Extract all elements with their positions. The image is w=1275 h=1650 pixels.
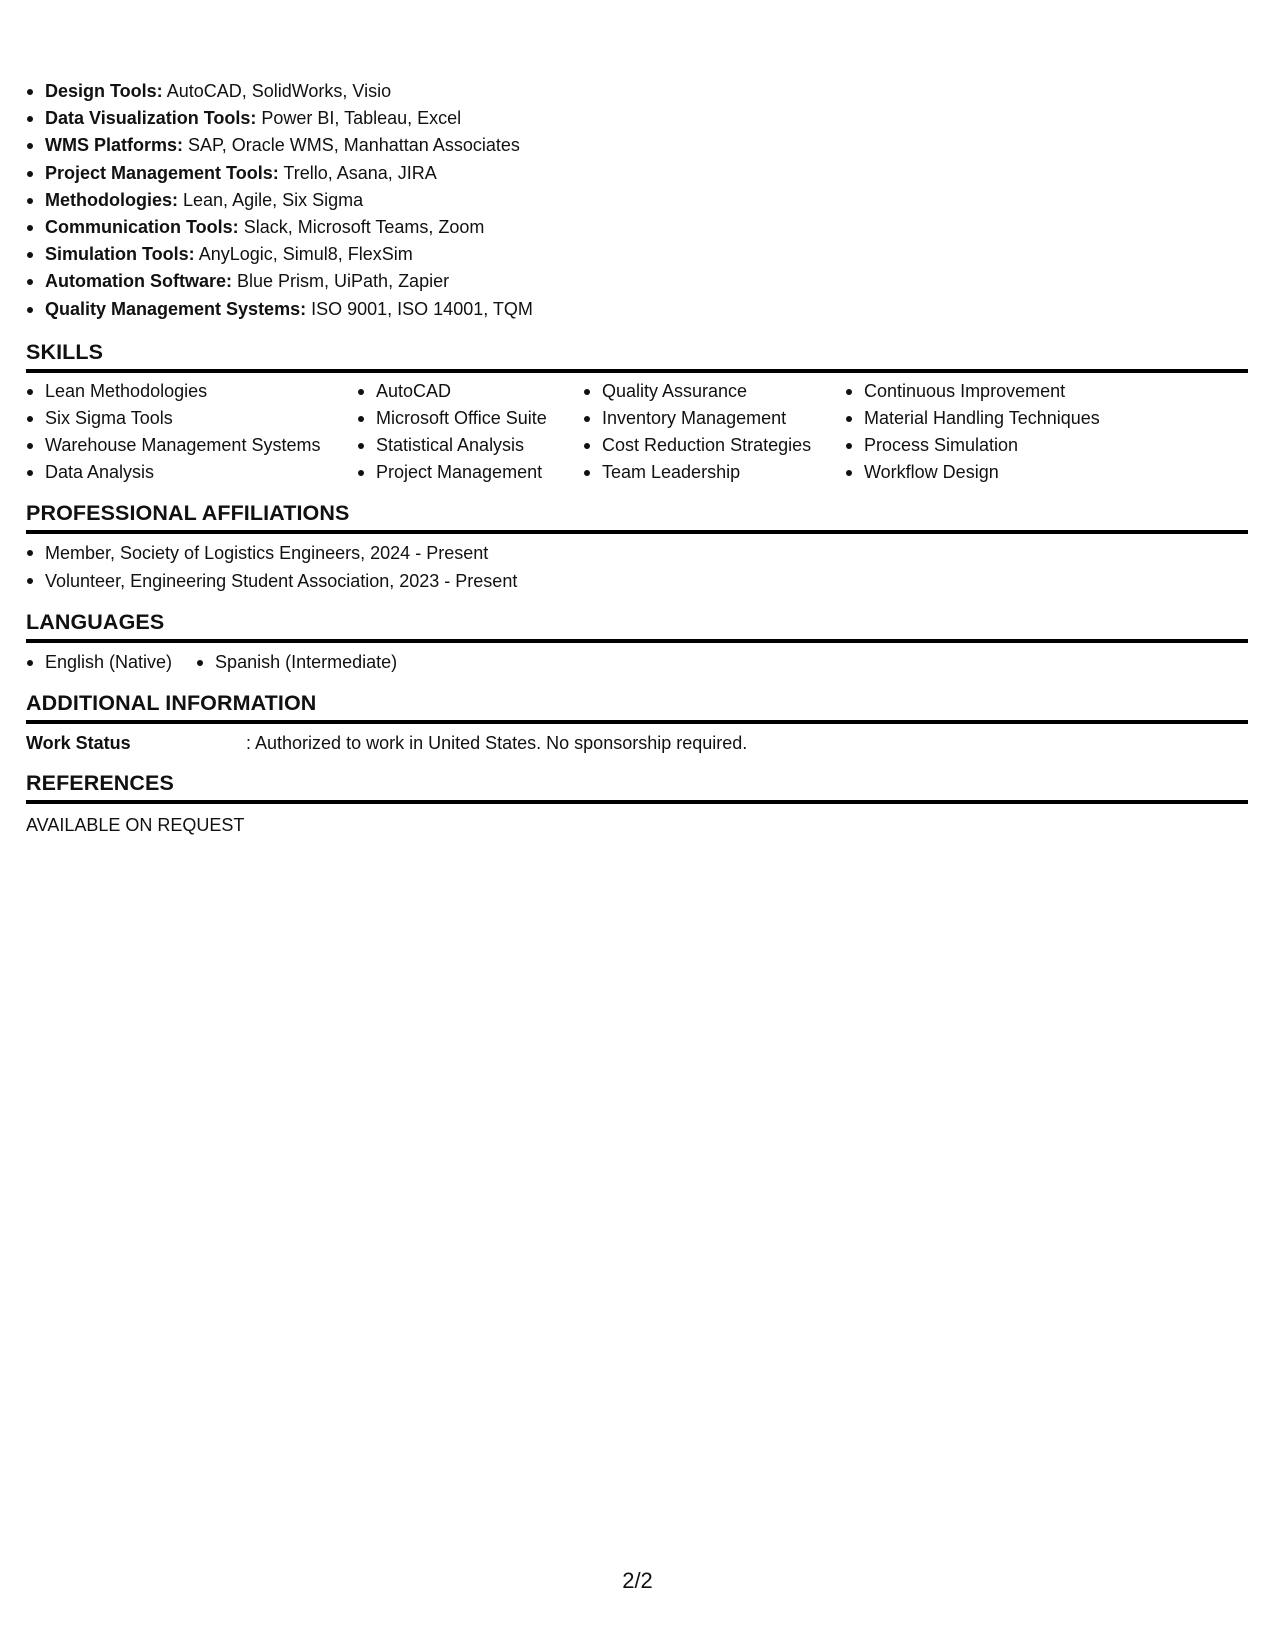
tool-value: Trello, Asana, JIRA [283,162,437,183]
tool-label: Design Tools: [45,81,163,101]
skill-item: Data Analysis [26,459,357,486]
skill-item: Quality Assurance [583,378,845,405]
affiliations-list [26,539,1248,595]
skills-section [26,339,1248,486]
affiliations-heading: PROFESSIONAL AFFILIATIONS [26,500,1248,534]
skills-heading: SKILLS [26,339,1248,373]
tool-item-simulation [26,241,1248,268]
skill-item: Workflow Design [845,459,1145,486]
tool-item-automation [26,268,1248,295]
tool-label: Data Visualization Tools: [45,108,257,129]
skill-item: Six Sigma Tools [26,405,357,432]
tool-label: WMS Platforms: [45,135,184,156]
skill-item: AutoCAD [357,378,583,405]
languages-list [26,649,1248,676]
skill-item: Project Management [357,459,583,486]
skill-item: Process Simulation [845,432,1145,459]
skill-item: Lean Methodologies [26,378,357,405]
tool-value: Lean, Agile, Six Sigma [183,189,364,210]
skills-column [845,378,1145,486]
tool-value: AnyLogic, Simul8, FlexSim [198,244,413,265]
tool-value: Power BI, Tableau, Excel [261,108,462,129]
tool-value: Slack, Microsoft Teams, Zoom [243,217,485,238]
tool-item-data-visualization [26,105,1248,132]
work-status-row [26,730,1248,756]
tool-item-communication [26,214,1248,241]
affiliation-item: Volunteer, Engineering Student Association, 2023 - Present [26,567,1248,595]
affiliation-item: Member, Society of Logistics Engineers, 2024 - Present [26,539,1248,567]
skill-item: Inventory Management [583,405,845,432]
languages-heading: LANGUAGES [26,609,1248,643]
skill-item: Statistical Analysis [357,432,583,459]
tool-value: SAP, Oracle WMS, Manhattan Associates [188,135,520,156]
language-item: English (Native) [26,649,172,676]
tool-label: Quality Management Systems: [45,298,307,319]
skill-item: Team Leadership [583,459,845,486]
languages-section [26,609,1248,676]
skills-grid [26,378,1248,486]
tool-item-methodologies [26,187,1248,214]
skills-column [583,378,845,486]
tool-value: Blue Prism, UiPath, Zapier [237,271,450,292]
tool-item-wms [26,132,1248,159]
additional-info-section [26,690,1248,756]
tool-label: Methodologies: [45,189,178,210]
tool-item-quality-management [26,296,1248,323]
tool-label: Communication Tools: [45,217,239,238]
tool-value: ISO 9001, ISO 14001, TQM [311,298,533,319]
work-status-value: : Authorized to work in United States. No sponsorship required. [246,732,748,753]
skills-column [357,378,583,486]
tool-label: Project Management Tools: [45,162,279,183]
page-number: 2/2 [622,1568,653,1593]
skills-column [26,378,357,486]
references-heading: REFERENCES [26,770,1248,804]
affiliations-section [26,500,1248,595]
references-text: AVAILABLE ON REQUEST [26,814,245,835]
resume-page-2 [26,78,1248,838]
language-item: Spanish (Intermediate) [196,649,397,676]
tool-value: AutoCAD, SolidWorks, Visio [166,81,392,101]
tools-list [26,78,1248,323]
additional-info-heading: ADDITIONAL INFORMATION [26,690,1248,724]
tool-item-project-management [26,160,1248,187]
skill-item: Warehouse Management Systems [26,432,357,459]
tool-label: Automation Software: [45,271,232,292]
skill-item: Material Handling Techniques [845,405,1145,432]
skill-item: Cost Reduction Strategies [583,432,845,459]
tool-label: Simulation Tools: [45,244,195,265]
work-status-label: Work Status [26,732,131,753]
references-section [26,770,1248,838]
tool-item-design [26,78,1248,105]
skill-item: Microsoft Office Suite [357,405,583,432]
skill-item: Continuous Improvement [845,378,1145,405]
